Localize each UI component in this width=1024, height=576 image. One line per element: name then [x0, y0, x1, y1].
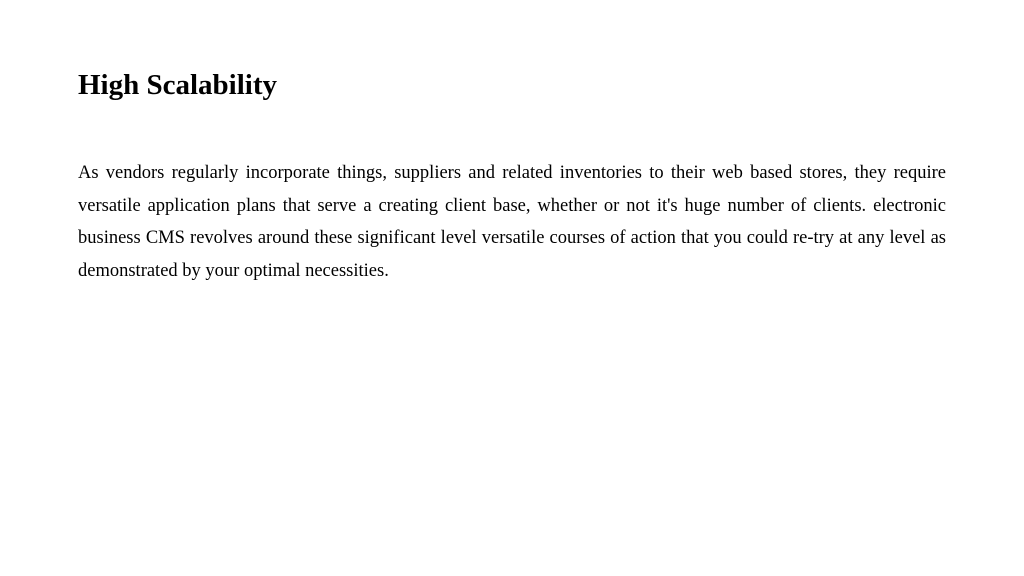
body-paragraph: As vendors regularly incorporate things, suppliers and related inventories to their web based stores, they require versatile application plans that serve a creating client base, whether or not it's huge number of clients. electronic business CMS revolves around these significant level versatile courses of action that you could re-try at any level as demonstrated by your optimal necessities.	[78, 163, 946, 281]
section-heading: High Scalability	[78, 69, 278, 101]
